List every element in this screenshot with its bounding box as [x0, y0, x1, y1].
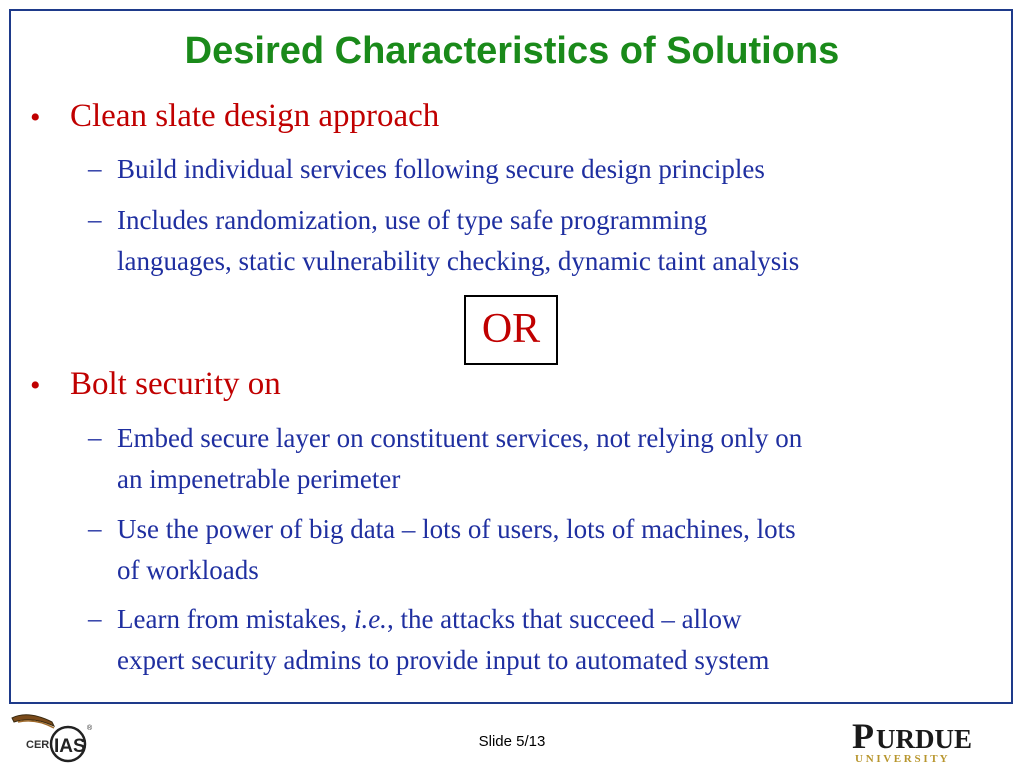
svg-text:P: P	[852, 716, 874, 756]
svg-text:U N I V E R S I T Y: U N I V E R S I T Y	[855, 753, 948, 764]
bullet-bolt-security: Bolt security on	[70, 366, 281, 402]
sub-bullet-embed-secure-layer: Embed secure layer on constituent services, not relying only on an impenetrable perimeter	[117, 423, 803, 494]
purdue-logo	[852, 716, 1008, 769]
svg-text:®: ®	[87, 725, 93, 732]
slide-number: Slide 5/13	[478, 733, 546, 750]
dash-marker: –	[88, 153, 102, 183]
bullet-marker: •	[30, 369, 41, 402]
svg-text:IAS: IAS	[54, 736, 86, 757]
sub-bullet-big-data: Use the power of big data – lots of users, lots of machines, lots of workloads	[117, 514, 796, 585]
dash-marker: –	[88, 513, 102, 543]
bullet-marker: •	[30, 101, 41, 134]
sub-bullet-build-services: Build individual services following secure design principles	[117, 154, 765, 184]
or-divider-box: OR	[464, 295, 558, 365]
sub-bullet-learn-from-mistakes: Learn from mistakes, i.e., the attacks that succeed – allow expert security admins to provide input to automated system	[117, 604, 770, 675]
cerias-logo	[8, 708, 100, 771]
svg-text:URDUE: URDUE	[876, 724, 973, 754]
slide-title: Desired Characteristics of Solutions	[184, 30, 840, 72]
bullet-clean-slate: Clean slate design approach	[70, 98, 440, 134]
dash-marker: –	[88, 204, 102, 234]
dash-marker: –	[88, 603, 102, 633]
svg-text:CER: CER	[26, 739, 50, 751]
dash-marker: –	[88, 422, 102, 452]
sub-bullet-includes-randomization: Includes randomization, use of type safe programming languages, static vulnerability checking, dynamic taint analysis	[117, 205, 800, 276]
